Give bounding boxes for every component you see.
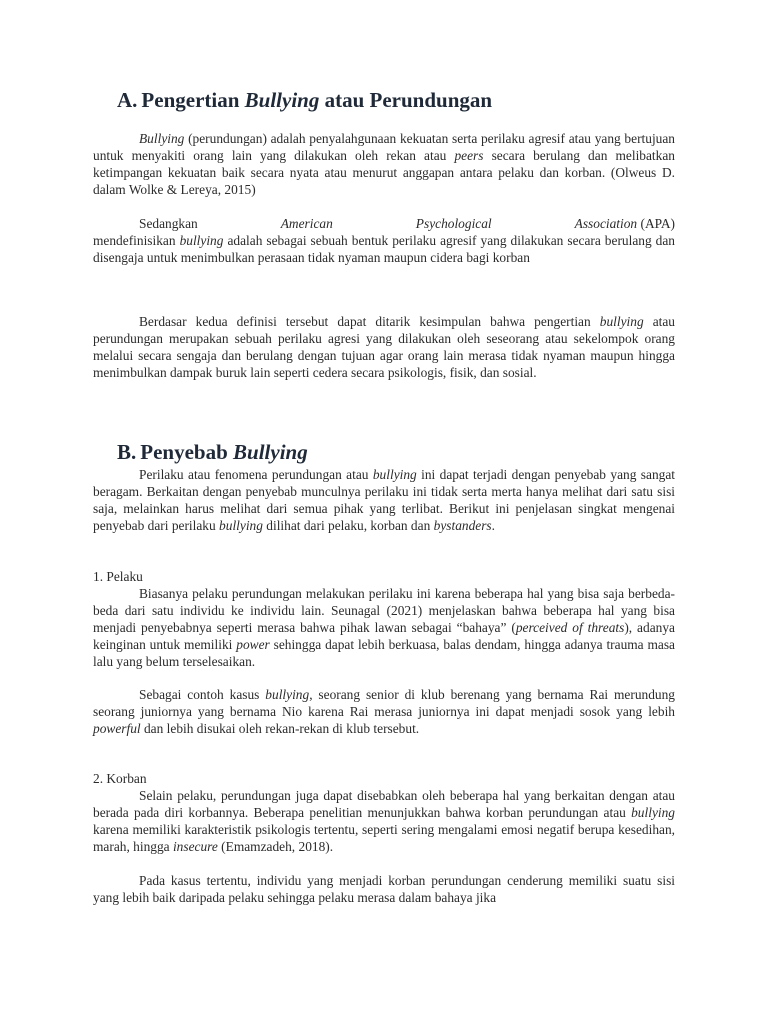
paragraph-text: Biasanya pelaku perundungan melakukan perilaku ini karena beberapa hal yang bisa saja berbeda-beda dari satu individu ke individu lain. Seunagal (2021) menjelaskan bahwa beberapa hal yang bisa menjadi penyebabnya seperti merasa bahwa pihak lawan sebagai “bahaya” ( [93,586,675,635]
paragraph-text: , seorang senior di klub berenang yang bernama Rai merundung seorang juniornya yang bernama Nio karena Rai merasa juniornya ini dapat menjadi sosok yang lebih [93,687,675,719]
italic-term: bullying [265,687,310,702]
section-b-paragraph-4 [93,787,675,855]
section-b-title-em: Bullying [233,440,308,464]
italic-term: Association [574,216,638,231]
section-b-heading [117,440,308,465]
italic-term: bystanders [433,518,492,533]
italic-term: insecure [172,839,218,854]
section-b-title-pre: Penyebab [140,440,234,464]
italic-term: powerful [93,721,141,736]
section-b-number: B. [117,440,137,464]
italic-term: bullying [219,518,263,533]
paragraph-text: Sebagai contoh kasus [139,687,266,702]
paragraph-text: ), adanya keinginan untuk memiliki [93,620,675,652]
paragraph-text: Pada kasus tertentu, individu yang menjadi korban perundungan cenderung memiliki suatu sisi yang lebih baik daripada pelaku sehingga pelaku merasa dalam bahaya jika [93,873,675,905]
italic-term: perceived of threats [515,620,625,635]
section-a-heading [117,88,492,113]
italic-term: Psychological [415,216,492,231]
paragraph-text: atau perundungan merupakan sebuah perilaku agresi yang dilakukan oleh seseorang atau sekelompok orang melalui secara sengaja dan berulang dengan tujuan agar orang lain merasa tidak nyaman maupun hingga menimbulkan dampak buruk lain seperti cedera secara psikologis, fisik, dan sosial. [93,314,675,380]
paragraph-text: adalah sebagai sebuah bentuk perilaku agresif yang dilakukan secara berulang dan disengaja untuk menimbulkan perasaan tidak nyaman maupun cidera bagi korban [93,233,675,265]
paragraph-text: karena memiliki karakteristik psikologis tertentu, seperti sering mengalami emosi negatif berupa kesedihan, marah, hingga [93,822,675,854]
paragraph-text: Berdasar kedua definisi tersebut dapat ditarik kesimpulan bahwa pengertian [139,314,600,329]
paragraph-text: Selain pelaku, perundungan juga dapat disebabkan oleh beberapa hal yang berkaitan dengan atau berada pada diri korbannya. Beberapa penelitian menunjukkan bahwa korban perundungan atau [93,788,675,820]
paragraph-text: . [491,518,496,533]
section-a-paragraph-3 [93,313,675,381]
italic-term: bullying [179,233,224,248]
paragraph-text: (perundungan) adalah penyalahgunaan kekuatan serta perilaku agresif atau yang bertujuan untuk menyakiti orang lain yang dilakukan oleh rekan atau [93,131,675,163]
paragraph-text: secara berulang dan melibatkan ketimpangan kekuatan baik secara nyata atau menurut anggapan antara pelaku dan korban. (Olweus D. dalam Wolke & Lereya, 2015) [93,148,675,197]
paragraph-text: Perilaku atau fenomena perundungan atau [139,467,373,482]
section-a-number: A. [117,88,138,112]
section-b-paragraph-5 [93,872,675,906]
italic-term: Bullying [139,131,185,146]
italic-term: bullying [372,467,417,482]
section-b-paragraph-2 [93,585,675,670]
section-a-title-em: Bullying [244,88,320,112]
paragraph-text: Sedangkan [139,216,198,231]
paragraph-text: mendefinisikan [93,233,180,248]
paragraph-text: (Emamzadeh, 2018). [217,839,334,854]
italic-term: bullying [631,805,675,820]
paragraph-text: (APA) [640,216,675,231]
section-b-paragraph-1 [93,466,675,534]
section-a-paragraph-2 [93,215,675,266]
paragraph-text: dilihat dari pelaku, korban dan [262,518,434,533]
section-a-title-post: atau Perundungan [319,88,493,112]
apa-rest [93,232,675,266]
italic-term: American [280,216,333,231]
italic-term: bullying [599,314,644,329]
subheading-korban: 2. Korban [93,771,147,786]
section-a-title-pre: Pengertian [141,88,245,112]
section-b-paragraph-3 [93,686,675,737]
subheading-pelaku: 1. Pelaku [93,569,143,584]
paragraph-text: ini dapat terjadi dengan penyebab yang sangat beragam. Berkaitan dengan penyebab munculnya perilaku ini tidak serta merta hanya melihat dari satu sisi saja, melainkan harus melihat dari semua pihak yang terlibat. Berikut ini penjelasan singkat mengenai penyebab dari perilaku [93,467,675,533]
italic-term: peers [454,148,484,163]
italic-term: power [236,637,270,652]
section-a-paragraph-1 [93,130,675,198]
apa-first-line [93,215,675,232]
paragraph-text: dan lebih disukai oleh rekan-rekan di klub tersebut. [140,721,420,736]
paragraph-text: sehingga dapat lebih berkuasa, balas dendam, hingga adanya trauma masa lalu yang belum terselesaikan. [93,637,676,669]
